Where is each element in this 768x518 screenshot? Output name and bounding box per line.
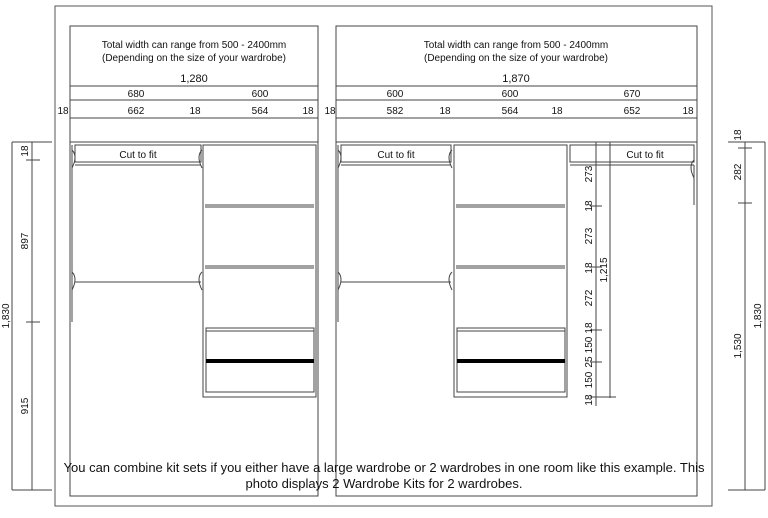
left-section-width: 680 bbox=[127, 89, 145, 100]
left-part-width: 18 bbox=[302, 106, 314, 117]
left-part-width: 662 bbox=[127, 106, 145, 117]
right-dim-lower: 1,530 bbox=[733, 333, 744, 359]
left-part-width: 18 bbox=[57, 106, 69, 117]
right-range-note-1: Total width can range from 500 - 2400mm bbox=[423, 40, 609, 51]
right-section-width: 600 bbox=[501, 89, 519, 100]
right-part-width: 18 bbox=[682, 106, 694, 117]
shelf-dim: 18 bbox=[584, 322, 595, 334]
right-part-width: 18 bbox=[551, 106, 563, 117]
right-dim-upper: 282 bbox=[733, 163, 744, 181]
shelf-dim: 273 bbox=[584, 227, 595, 245]
tower-height: 1,215 bbox=[599, 257, 610, 283]
left-drawer-divider bbox=[206, 359, 314, 363]
right-drawer-divider bbox=[457, 359, 565, 363]
right-total-width: 1,870 bbox=[502, 73, 530, 85]
left-bracket bbox=[199, 272, 202, 290]
right-bracket bbox=[449, 272, 452, 290]
left-dim-top: 18 bbox=[20, 145, 31, 157]
right-part-width: 564 bbox=[501, 106, 519, 117]
caption-text: You can combine kit sets if you either have a large wardrobe or 2 wardrobes in one room like this example. This photo displays 2 Wardrobe Kits for 2 wardrobes. bbox=[63, 460, 705, 491]
right-part-width: 18 bbox=[439, 106, 451, 117]
shelf-dim: 18 bbox=[584, 200, 595, 212]
shelf-dim: 150 bbox=[584, 336, 595, 354]
left-part-width: 564 bbox=[251, 106, 269, 117]
right-cut-label-left: Cut to fit bbox=[377, 150, 415, 161]
right-range-note-2: (Depending on the size of your wardrobe) bbox=[424, 53, 608, 64]
shelf-dim: 18 bbox=[584, 262, 595, 274]
left-part-width: 18 bbox=[189, 106, 201, 117]
right-part-width: 18 bbox=[324, 106, 336, 117]
right-part-width: 582 bbox=[386, 106, 404, 117]
left-range-note-2: (Depending on the size of your wardrobe) bbox=[102, 53, 286, 64]
shelf-dim: 272 bbox=[584, 289, 595, 307]
left-cut-label: Cut to fit bbox=[119, 150, 157, 161]
left-dim-total: 1,830 bbox=[1, 303, 12, 329]
left-section-width: 600 bbox=[251, 89, 269, 100]
left-wardrobe-frame bbox=[70, 26, 318, 496]
right-section-width: 600 bbox=[386, 89, 404, 100]
shelf-dim: 25 bbox=[584, 356, 595, 368]
left-range-note-1: Total width can range from 500 - 2400mm bbox=[101, 40, 287, 51]
shelf-dim: 18 bbox=[584, 394, 595, 406]
shelf-dim: 273 bbox=[584, 165, 595, 183]
left-wardrobe bbox=[70, 26, 318, 496]
right-cut-label-right: Cut to fit bbox=[626, 150, 664, 161]
right-section-width: 670 bbox=[623, 89, 641, 100]
left-total-width: 1,280 bbox=[180, 73, 208, 85]
shelf-dim: 150 bbox=[584, 371, 595, 389]
outer-frame bbox=[55, 6, 712, 506]
left-dim-upper: 897 bbox=[20, 232, 31, 250]
right-part-width: 652 bbox=[623, 106, 641, 117]
right-dim-total: 1,830 bbox=[753, 303, 764, 329]
left-dim-column bbox=[12, 142, 52, 490]
horizontal-dims bbox=[70, 86, 697, 100]
right-dim-top: 18 bbox=[733, 129, 744, 141]
left-dim-lower: 915 bbox=[20, 397, 31, 415]
